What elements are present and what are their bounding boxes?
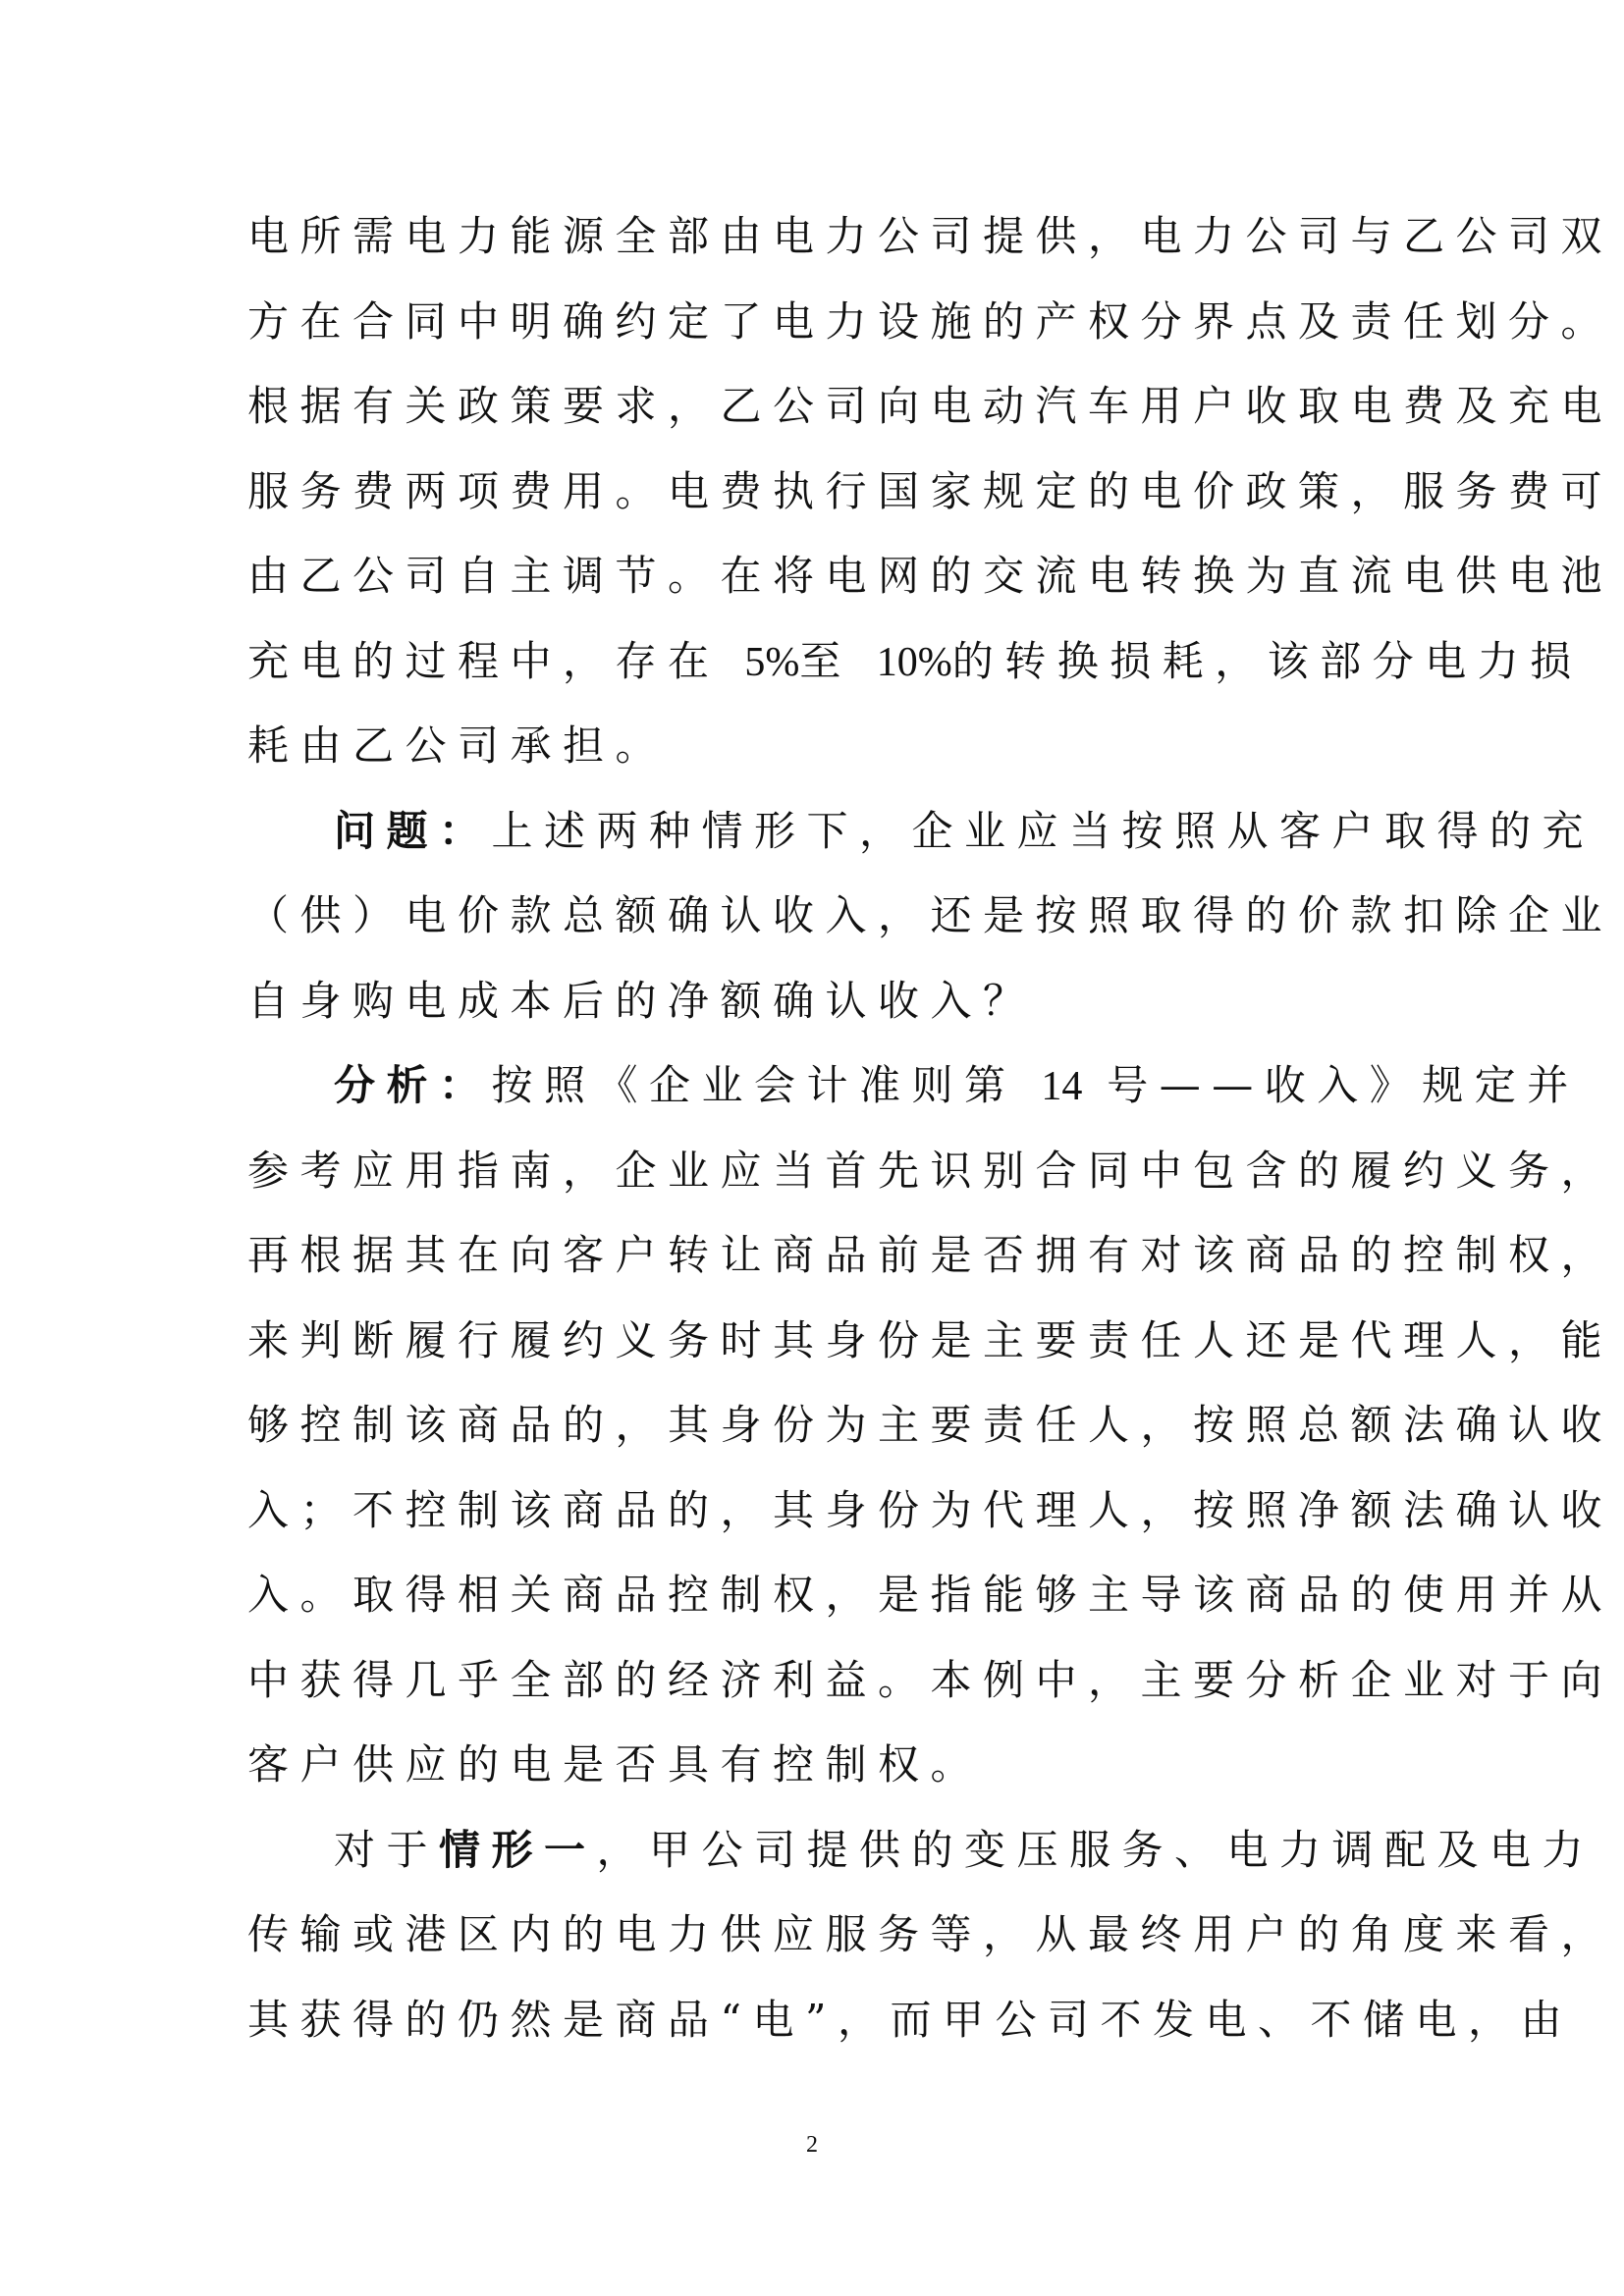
text-fragment: 上述两种情形下，企业应当按照从客户取得的充 [491, 806, 1596, 855]
text-fragment: 按照《企业会计准则第 [491, 1061, 1042, 1109]
text-fragment: 充电的过程中，存在 [247, 636, 745, 685]
text-line: 够控制该商品的，其身份为主要责任人，按照总额法确认收 [247, 1401, 1614, 1449]
text-line: 入；不控制该商品的，其身份为代理人，按照净额法确认收 [247, 1485, 1614, 1534]
text-line: 自身购电成本后的净额确认收入？ [247, 976, 1036, 1025]
text-line: 再根据其在向客户转让商品前是否拥有对该商品的控制权， [247, 1231, 1614, 1279]
text-line: 传输或港区内的电力供应服务等，从最终用户的角度来看， [247, 1910, 1614, 1958]
text-fragment: 号——收入》规定并 [1082, 1061, 1580, 1109]
situation-one-line [247, 1808, 1596, 1894]
standard-number: 14 [1041, 1064, 1083, 1109]
text-fragment: 的转换损耗，该部分电力损 [951, 636, 1583, 685]
text-line: 来判断履行履约义务时其身份是主要责任人还是代理人，能 [247, 1315, 1614, 1364]
text-line: 参考应用指南，企业应当首先识别合同中包含的履约义务， [247, 1146, 1614, 1195]
analysis-label: 分析： [334, 1061, 492, 1109]
document-page [247, 194, 1614, 2062]
percent-value: 10% [876, 639, 952, 685]
text-line: 其获得的仍然是商品“电”，而甲公司不发电、不储电，由 [247, 1995, 1573, 2044]
text-line: 入。取得相关商品控制权，是指能够主导该商品的使用并从 [247, 1571, 1614, 1619]
text-line [247, 619, 1583, 705]
text-fragment: 至 [799, 636, 877, 685]
question-heading-line [247, 789, 1596, 875]
text-line: 根据有关政策要求，乙公司向电动汽车用户收取电费及充电 [247, 382, 1614, 430]
analysis-heading-line [247, 1043, 1580, 1129]
text-line: 服务费两项费用。电费执行国家规定的电价政策，服务费可 [247, 466, 1614, 515]
percent-value: 5% [744, 639, 800, 685]
question-label: 问题： [334, 806, 492, 855]
text-line: 客户供应的电是否具有控制权。 [247, 1740, 984, 1789]
text-line: 由乙公司自主调节。在将电网的交流电转换为直流电供电池 [247, 552, 1614, 600]
text-line: 方在合同中明确约定了电力设施的产权分界点及责任划分。 [247, 296, 1614, 346]
text-line: 电所需电力能源全部由电力公司提供，电力公司与乙公司双 [247, 212, 1614, 260]
text-fragment: 对于 [334, 1825, 440, 1874]
text-line: 中获得几乎全部的经济利益。本例中，主要分析企业对于向 [247, 1655, 1614, 1704]
text-fragment: ，甲公司提供的变压服务、电力调配及电力 [596, 1825, 1596, 1874]
situation-label: 情形一 [439, 1825, 597, 1874]
text-line: （供）电价款总额确认收入，还是按照取得的价款扣除企业 [247, 891, 1614, 939]
text-line: 耗由乙公司承担。 [247, 721, 669, 770]
page-number: 2 [806, 2132, 818, 2158]
